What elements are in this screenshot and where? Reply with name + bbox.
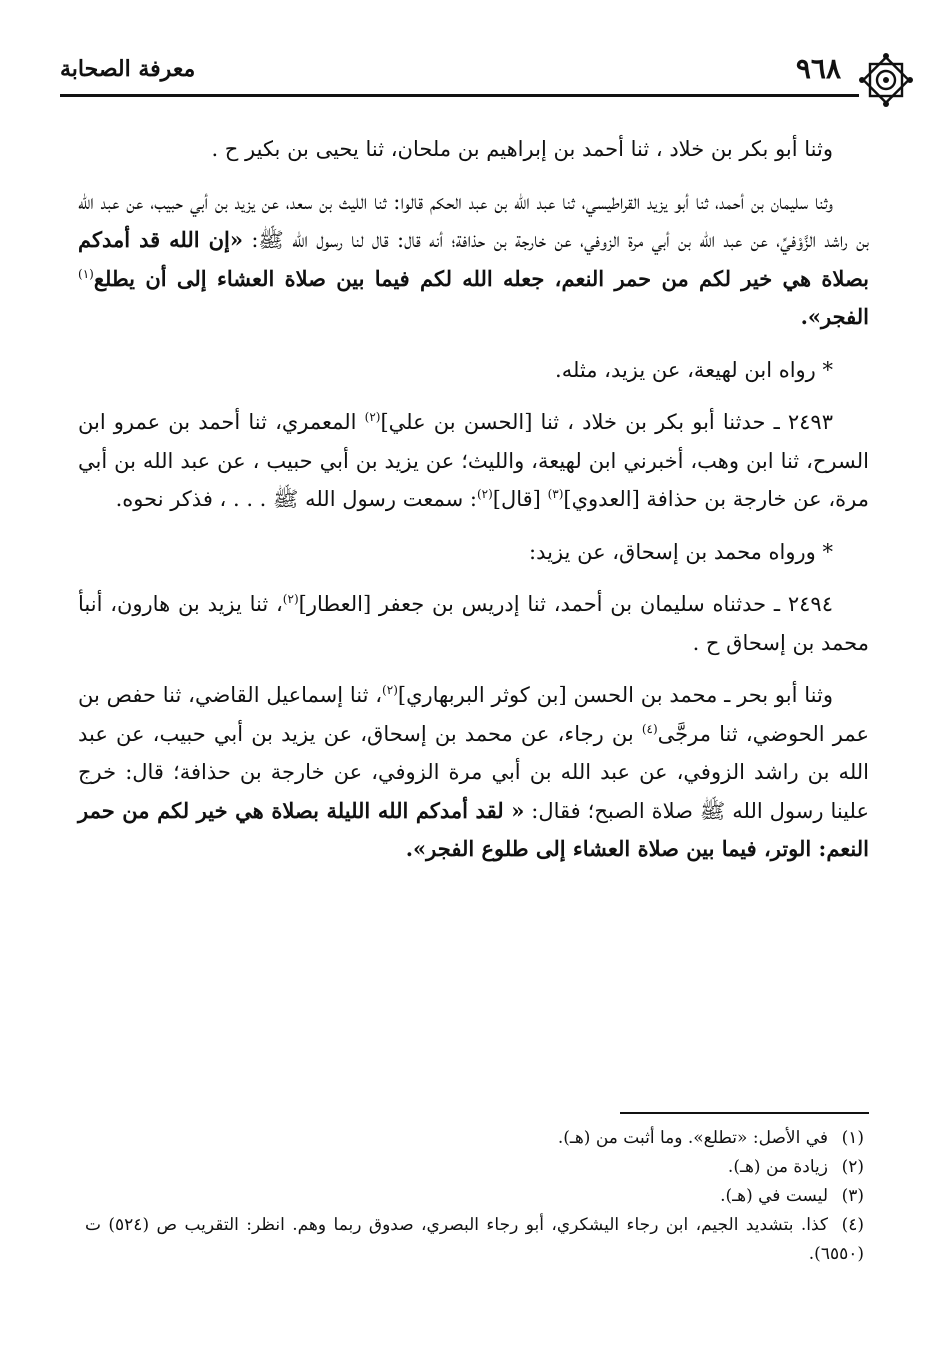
paragraph: * ورواه محمد بن إسحاق، عن يزيد: bbox=[529, 539, 833, 564]
footnote: (٢)زيادة من (هـ). bbox=[727, 1157, 864, 1177]
footnotes bbox=[85, 1124, 864, 1269]
paragraph: وثنا سليمان بن أحمد، ثنا أبو يزيد القراطيسي، ثنا عبد الله بن عبد الحكم قالوا: ثنا الليث بن سعد، عن يزيد بن أبي حبيب، عن عبد الله بن راشد الزَّوْفيِّ، عن عبد الله بن أبي مرة الزوفي، عن خارجة بن حذافة؛ أنه قال: قال لنا رسول الله ﷺ: «إن الله قد أمدكم بصلاة هي خير لكم من حمر النعم، جعله الله لكم فيما بين صلاة العشاء إلى أن يطلع$^{(١)}$ الفجر». bbox=[78, 189, 870, 329]
footnote: (٣)ليست في (هـ). bbox=[720, 1186, 864, 1206]
footnote: (١)في الأصل: «تطلع». وما أثبت من (هـ). bbox=[557, 1128, 864, 1148]
hadith-text: الفجر». bbox=[800, 304, 869, 329]
paragraph: وثنا أبو بحر ـ محمد بن الحسن [بن كوثر البربهاري]$^{(٢)}$، ثنا إسماعيل القاضي، ثنا حفص بن عمر الحوضي، ثنا مرجَّى$^{(٤)}$ بن رجاء، عن محمد بن إسحاق، عن يزيد بن أبي حبيب، عن عبد الله بن راشد الزوفي، عن عبد الله بن أبي مرة الزوفي، عن خارجة بن حذافة؛ قال: خرج علينا رسول الله ﷺ صلاة الصبح؛ فقال: « لقد أمدكم الله الليلة بصلاة هي خير لكم من حمر النعم: الوتر، فيما بين صلاة العشاء إلى طلوع الفجر». bbox=[78, 683, 870, 861]
footnote-ref: (٢) bbox=[476, 487, 493, 501]
main-text bbox=[78, 130, 869, 883]
paragraph: وثنا أبو بكر بن خلاد ، ثنا أحمد بن إبراهيم بن ملحان، ثنا يحيى بن بكير ح . bbox=[211, 137, 833, 161]
paragraph: * رواه ابن لهيعة، عن يزيد، مثله. bbox=[555, 357, 833, 382]
footnote-ref: (٣) bbox=[547, 487, 564, 501]
hadith-text: « لقد أمدكم الله الليلة بصلاة هي خير لكم من حمر النعم: الوتر، فيما بين صلاة العشاء إلى طلوع الفجر». bbox=[78, 797, 869, 861]
page-header bbox=[60, 50, 859, 100]
footnote-ref: (٤) bbox=[641, 721, 658, 736]
footnote-ref: (٢) bbox=[282, 592, 299, 606]
footnote: (٤)كذا. بتشديد الجيم، ابن رجاء اليشكري، أبو رجاء البصري، صدوق ربما وهم. انظر: التقريب ص (٥٢٤) ت (٦٥٥٠). bbox=[85, 1215, 864, 1264]
header-divider bbox=[60, 94, 859, 97]
ornament-icon bbox=[858, 52, 914, 108]
footnote-ref: (٢) bbox=[382, 683, 398, 697]
page-number: ٩٦٨ bbox=[795, 52, 841, 85]
footnote-ref: (٢) bbox=[364, 410, 381, 424]
paragraph: ٢٤٩٤ ـ حدثناه سليمان بن أحمد، ثنا إدريس بن جعفر [العطار]$^{(٢)}$، ثنا يزيد بن هارون، أنبأ محمد بن إسحاق ح . bbox=[78, 592, 869, 655]
footnote-ref: (١) bbox=[78, 266, 94, 281]
paragraph: ٢٤٩٣ ـ حدثنا أبو بكر بن خلاد ، ثنا [الحسن بن علي]$^{(٢)}$ المعمري، ثنا أحمد بن عمرو ابن السرح، ثنا ابن وهب، أخبرني ابن لهيعة، والليث؛ عن يزيد بن أبي حبيب ، عن عبد الله بن أبي مرة، عن خارجة بن حذافة [العدوي]$^{(٣)}$ [قال]$^{(٢)}$: سمعت رسول الله ﷺ . . . ، فذكر نحوه. bbox=[78, 410, 869, 511]
footnote-divider bbox=[620, 1112, 869, 1114]
book-title: معرفة الصحابة bbox=[60, 56, 196, 82]
hadith-text: «إن الله قد أمدكم بصلاة هي خير لكم من حمر النعم، جعله الله لكم فيما بين صلاة العشاء إلى أن يطلع bbox=[78, 227, 869, 291]
